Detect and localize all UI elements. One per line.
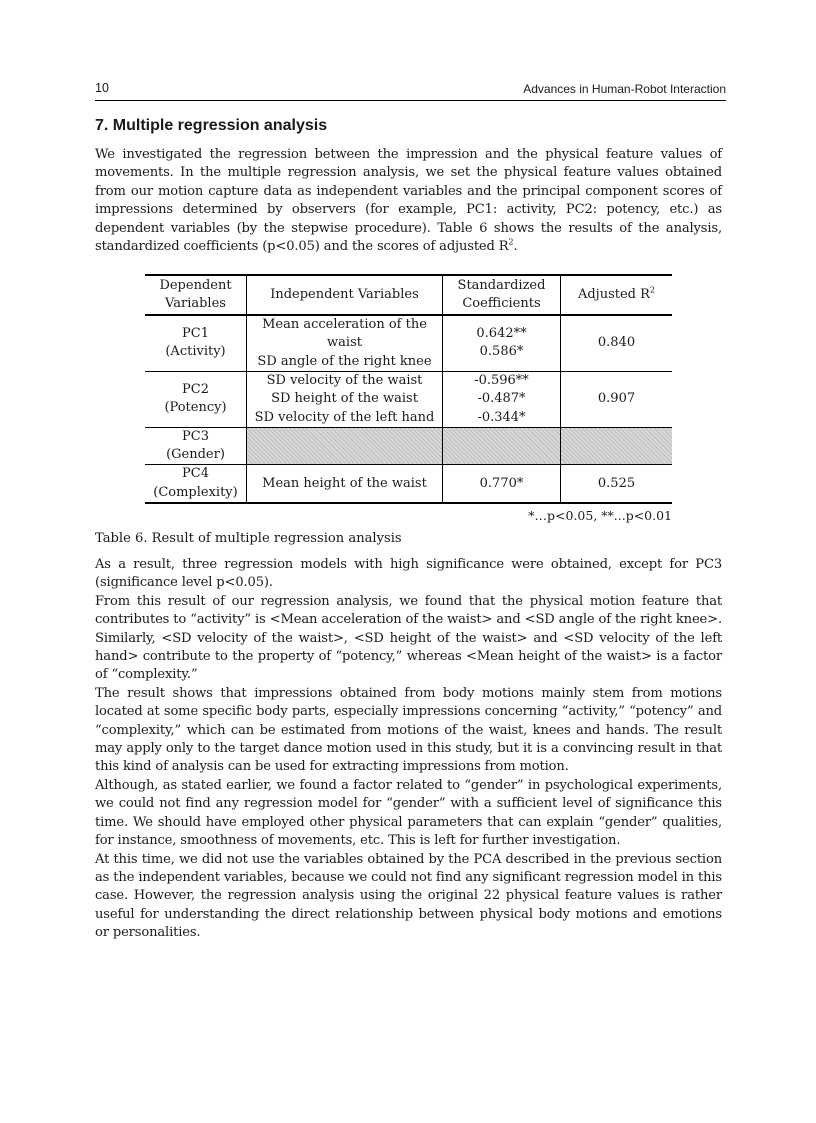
header-independent-variables: Independent Variables [247,275,443,315]
paragraph: At this time, we did not use the variables obtained by the PCA described in the previous section as the independent variables, because we could not find any significant regression model in this case. However, the regression analysis using the original 22 physical feature values is rather useful for understanding the direct relationship between physical body motions and emotions or personalities. [95,851,722,941]
book-title: Advances in Human-Robot Interaction [523,82,726,96]
adjusted-r2-cell: 0.840 [561,315,673,371]
empty-hatched-cell [443,427,561,465]
paragraph: From this result of our regression analysis, we found that the physical motion feature that contributes to “activity” is <Mean acceleration of the waist> and <SD angle of the right knee>. Similarly, <SD velocity of the waist>, <SD height of the waist> and <SD velocity of the left hand> contribute to the property of “potency,” whereas <Mean height of the waist> is a factor of “complexity.” [95,593,722,683]
dependent-variable-cell: PC4 (Complexity) [145,465,247,503]
intro-paragraph [95,146,722,256]
significance-note: *…p<0.05, **...p<0.01 [528,508,672,523]
empty-hatched-cell [561,427,673,465]
dependent-variable-cell: PC2 (Potency) [145,371,247,427]
paragraph: As a result, three regression models with high significance were obtained, except for PC3 (significance level p<0.05). [95,557,722,591]
independent-variables-cell: Mean height of the waist [247,465,443,503]
dependent-variable-cell: PC1 (Activity) [145,315,247,371]
header-dependent-variables: Dependent Variables [145,275,247,315]
table-row [145,371,672,427]
coefficients-cell: 0.770* [443,465,561,503]
paragraph: The result shows that impressions obtained from body motions mainly stem from motions located at some specific body parts, especially impressions concerning “activity,” “potency” and “complexity,” which can be estimated from motions of the waist, knees and hands. The result may apply only to the target dance motion used in this study, but it is a convincing result in that this kind of analysis can be used for extracting impressions from motion. [95,685,722,775]
regression-table [145,274,672,504]
intro-superscript: 2 [508,237,514,247]
results-discussion [95,556,722,943]
paragraph: Although, as stated earlier, we found a factor related to “gender” in psychological experiments, we could not find any regression model for “gender” with a sufficient level of significance this time. We should have employed other physical parameters that can explain “gender” qualities, for instance, smoothness of movements, etc. This is left for further investigation. [95,777,722,849]
running-header [95,80,726,101]
header-adjusted-r2: Adjusted $R^2$ [561,275,673,315]
coefficients-cell: -0.596** -0.487* -0.344* [443,371,561,427]
header-standardized-coefficients: Standardized Coefficients [443,275,561,315]
empty-hatched-cell [247,427,443,465]
independent-variables-cell: Mean acceleration of the waist SD angle of the right knee [247,315,443,371]
independent-variables-cell: SD velocity of the waist SD height of the waist SD velocity of the left hand [247,371,443,427]
adjusted-r2-cell: 0.525 [561,465,673,503]
dependent-variable-cell: PC3 (Gender) [145,427,247,465]
table-caption: Table 6. Result of multiple regression analysis [95,531,402,546]
adjusted-r2-cell: 0.907 [561,371,673,427]
coefficients-cell: 0.642** 0.586* [443,315,561,371]
page-number: 10 [95,81,109,95]
table-row [145,427,672,465]
table-row [145,315,672,371]
section-title: 7. Multiple regression analysis [95,117,328,134]
table-header-row [145,275,672,315]
intro-end: . [513,239,518,255]
intro-text: We investigated the regression between the impression and the physical feature values of movements. In the multiple regression analysis, we set the physical feature values obtained from our motion capture data as independent variables and the principal component scores of impressions determined by observers (for example, PC1: activity, PC2: potency, etc.) as dependent variables (by the stepwise procedure). Table 6 shows the results of the analysis, standardized coefficients (p<0.05) and the scores of adjusted R [95,147,722,255]
table-row [145,465,672,503]
